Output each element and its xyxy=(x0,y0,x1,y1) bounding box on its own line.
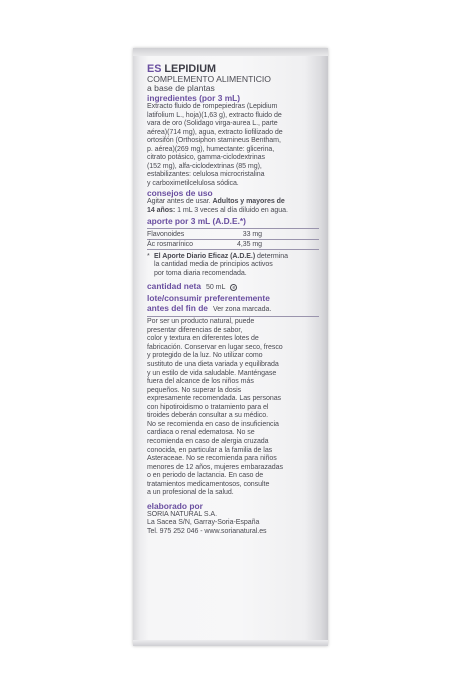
warning-line: y un estilo de vida saludable. Manténgase xyxy=(147,369,277,377)
ingredients-line: citrato potásico, gamma-ciclodextrinas xyxy=(147,154,265,162)
maker-name: SORIA NATURAL S.A. xyxy=(147,510,217,518)
ade-row-name: Flavonoides xyxy=(147,230,185,238)
ingredients-line: Extracto fluido de rompepiedras (Lepidium xyxy=(147,103,278,110)
language-code: ES xyxy=(147,63,162,75)
batch-value: Ver zona marcada. xyxy=(212,305,272,313)
warning-line: fabricación. Conservar en lugar seco, fresco xyxy=(147,343,283,351)
batch-line-2 xyxy=(147,303,319,315)
ingredients-line: aérea)(714 mg), agua, extracto liofilizado de xyxy=(147,128,283,136)
ingredients-line: p. aérea)(269 mg), humectante: glicerina, xyxy=(147,145,275,153)
ingredients-line: y carboximetilcelulosa sódica. xyxy=(147,179,239,187)
product-name: LEPIDIUM xyxy=(164,63,216,75)
batch-label-2: antes del fin de xyxy=(147,302,208,313)
ade-divider xyxy=(147,228,319,229)
ade-row-value: 4,35 mg xyxy=(237,240,262,248)
warning-line: con hipotiroidismo o tratamiento para el xyxy=(147,403,269,411)
warning-line: recomienda en caso de alergia cruzada xyxy=(147,437,269,445)
footnote-line-3: por toma diaria recomendada. xyxy=(154,269,247,277)
box-top-edge xyxy=(133,48,328,56)
warning-line: color y textura en diferentes lotes de xyxy=(147,335,259,343)
box-bottom-edge xyxy=(133,640,328,646)
usage-line-2 xyxy=(147,207,319,216)
footnote-line-1 xyxy=(154,253,288,262)
footnote-rest: determina xyxy=(257,252,288,260)
maker-heading: elaborado por xyxy=(147,500,203,511)
ingredients-heading: ingredientes (por 3 mL) xyxy=(147,93,241,103)
warning-line: Asteraceae. No se recomienda para niños xyxy=(147,455,277,463)
ade-row-rosmarinic xyxy=(147,240,319,250)
warning-line: menores de 12 años, mujeres embarazadas xyxy=(147,463,283,471)
warning-line: presentar diferencias de sabor, xyxy=(147,326,243,334)
footnote-text xyxy=(154,253,288,279)
ingredients-line: vara de oro (Solidago virga-aurea L., parte xyxy=(147,120,278,128)
warning-line: y protegido de la luz. No utilizar como xyxy=(147,352,263,360)
product-subtitle-1: COMPLEMENTO ALIMENTICIO xyxy=(147,74,271,84)
warning-line: expresamente recomendada. Las personas xyxy=(147,395,282,403)
warning-line: Por ser un producto natural, puede xyxy=(147,318,255,326)
warning-line: o en periodo de lactancia. En caso de xyxy=(147,472,264,480)
ade-row-value: 33 mg xyxy=(242,230,262,238)
warning-line: cardiaca o renal edematosa. No se xyxy=(147,429,255,437)
ingredients-line: latifolium L., hoja)(1,63 g), extracto fluido de xyxy=(147,111,282,119)
usage-line-2-plain: 1 mL 3 veces al día diluido en agua. xyxy=(177,207,288,215)
ade-footnote xyxy=(147,253,319,279)
label-content xyxy=(147,63,319,536)
ade-heading: aporte por 3 mL (A.D.E.*) xyxy=(147,215,246,226)
batch-label-1: lote/consumir preferentemente xyxy=(147,292,270,303)
net-quantity-label: cantidad neta xyxy=(147,281,201,292)
warning-line: pequeños. No superar la dosis xyxy=(147,386,242,394)
warning-line: fuera del alcance de los niños más xyxy=(147,378,254,386)
net-quantity xyxy=(147,281,319,293)
footnote-star: * xyxy=(147,252,150,260)
ingredients-text xyxy=(147,103,319,188)
footnote-bold: El Aporte Diario Eficaz (A.D.E.) xyxy=(154,252,256,260)
warning-line: sustituto de una dieta variada y equilibrada xyxy=(147,361,279,369)
usage-line-1-plain: Agitar antes de usar. xyxy=(147,198,211,206)
product-box-side-panel xyxy=(133,48,328,646)
maker-contact: Tel. 975 252 046 - www.sorianatural.es xyxy=(147,527,267,535)
ingredients-line: ortosifón (Orthosiphon stamineus Bentham, xyxy=(147,137,281,145)
net-quantity-value: 50 mL xyxy=(205,284,226,292)
warning-line: tiroides deberán consultar a su médico. xyxy=(147,412,269,420)
ade-row-name: Ác rosmarínico xyxy=(147,240,193,248)
estimated-sign-icon: e xyxy=(230,284,237,291)
warning-line: tratamientos medicamentosos, consulte xyxy=(147,480,270,488)
ade-row-flavonoids xyxy=(147,230,319,240)
ingredients-line: estabilizantes: celulosa microcristalina xyxy=(147,171,265,179)
ingredients-line: (152 mg), alfa-ciclodextrinas (85 mg), xyxy=(147,162,262,170)
warning-line: No se recomienda en caso de insuficiencia xyxy=(147,420,279,428)
warning-line: a un profesional de la salud. xyxy=(147,489,234,497)
maker-address: La Sacea S/N, Garray-Soria-España xyxy=(147,519,260,527)
product-subtitle-2: a base de plantas xyxy=(147,83,215,93)
footnote-line-2: la cantidad media de principios activos xyxy=(154,261,273,269)
usage-line-2-bold: 14 años: xyxy=(147,207,176,215)
warnings-text xyxy=(147,318,319,497)
warning-line: conocida, en particular a la familia de las xyxy=(147,446,273,454)
usage-heading: consejos de uso xyxy=(147,188,213,199)
usage-text xyxy=(147,198,319,215)
usage-line-1 xyxy=(147,198,319,207)
usage-line-1-bold: Adultos y mayores de xyxy=(212,198,285,206)
warnings-divider xyxy=(147,316,319,317)
maker-info xyxy=(147,511,319,537)
